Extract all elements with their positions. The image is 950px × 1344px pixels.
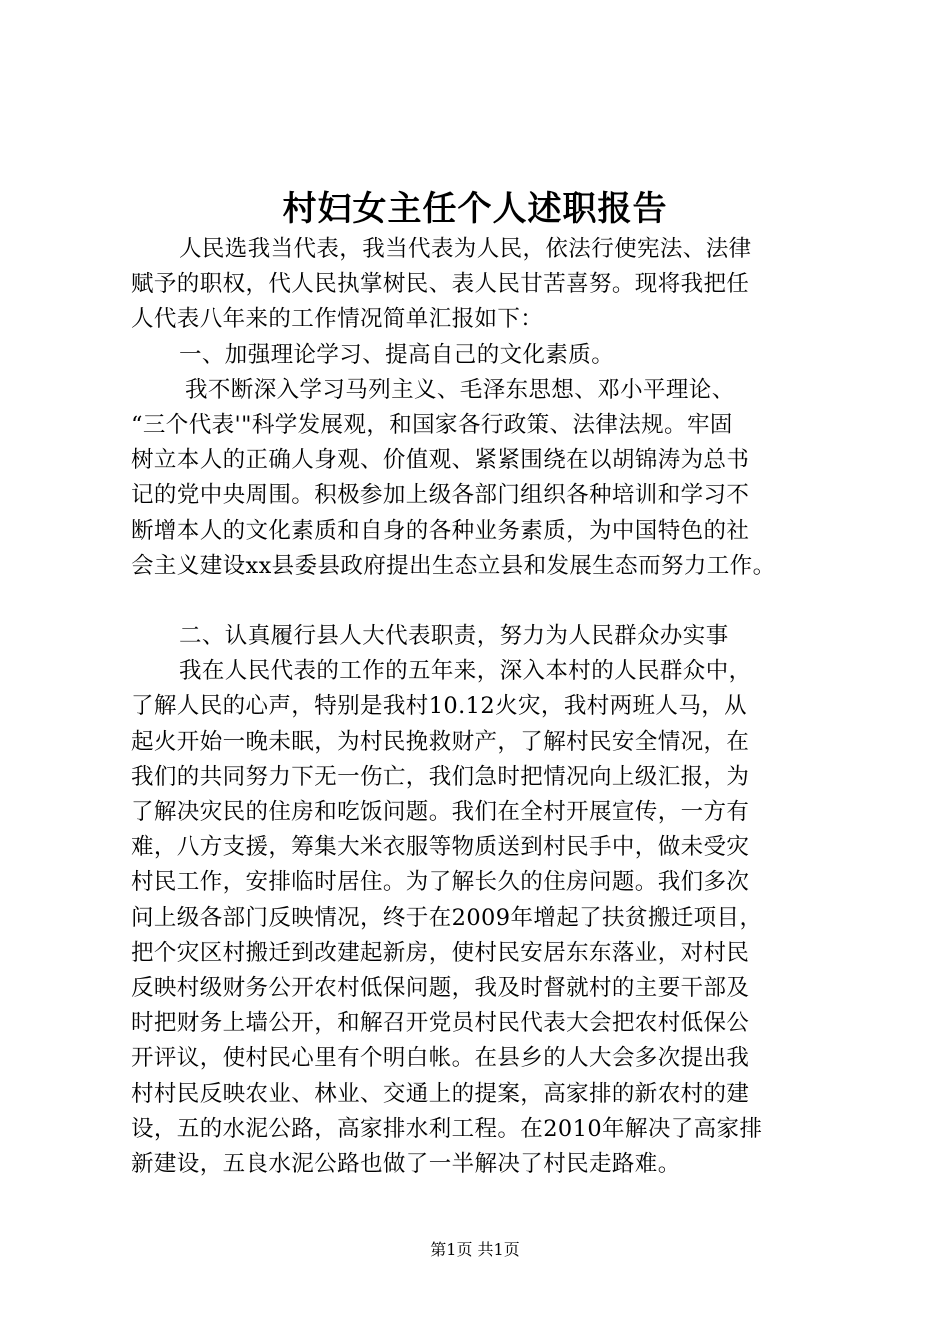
- document-title: 村妇女主任个人述职报告: [282, 189, 668, 229]
- document-body: [131, 232, 861, 1182]
- section-heading-1: 一、加强理论学习、提高自己的文化素质。: [179, 341, 615, 368]
- paragraph-line: 会主义建设xx县委县政府提出生态立县和发展生态而努力工作。: [131, 552, 776, 579]
- paragraph-line: 把个灾区村搬迁到改建起新房，使村民安居东东落业，对村民: [131, 939, 750, 966]
- paragraph-line: 了解决灾民的住房和吃饭问题。我们在全村开展宣传，一方有: [131, 799, 750, 825]
- paragraph-line: 新建设，五良水泥公路也做了一半解决了村民走路难。: [131, 1150, 681, 1177]
- paragraph-line: 时把财务上墙公开，和解召开党员村民代表大会把农村低保公: [131, 1010, 750, 1037]
- paragraph-line: 人代表八年来的工作情况简单汇报如下：: [131, 306, 544, 333]
- paragraph-line: 断增本人的文化素质和自身的各种业务素质，为中国特色的社: [131, 517, 750, 544]
- paragraph-line: 我们的共同努力下无一伤亡，我们急时把情况向上级汇报，为: [131, 763, 750, 790]
- paragraph-line: 记的党中央周围。积极参加上级各部门组织各种培训和学习不: [131, 482, 750, 509]
- paragraph-line: 我不断深入学习马列主义、毛泽东思想、邓小平理论、: [185, 376, 735, 403]
- paragraph-line: 反映村级财务公开农村低保问题，我及时督就村的主要干部及: [131, 974, 750, 1001]
- paragraph-line: 设，五的水泥公路，高家排水利工程。在2010年解决了高家排: [131, 1115, 763, 1142]
- paragraph-line: 起火开始一晚未眠，为村民挽救财产，了解村民安全情况，在: [131, 728, 750, 755]
- paragraph-gap: [131, 584, 861, 619]
- paragraph-line: 赋予的职权，代人民执掌树民、表人民甘苦喜努。现将我把任: [131, 271, 750, 298]
- paragraph-line: 我在人民代表的工作的五年来，深入本村的人民群众中，: [179, 658, 752, 685]
- page-footer: 第1页 共1页: [430, 1240, 520, 1259]
- paragraph-line: 难，八方支援，筹集大米衣服等物质送到村民手中，做未受灾: [131, 834, 750, 861]
- paragraph-line: 树立本人的正确人身观、价值观、紧紧围绕在以胡锦涛为总书: [131, 447, 750, 474]
- section-heading-2: 二、认真履行县人大代表职责，努力为人民群众办实事: [179, 623, 729, 650]
- paragraph-line: 了解人民的心声，特别是我村10.12火灾，我村两班人马，从: [131, 693, 748, 720]
- paragraph-line: “三个代表'"科学发展观，和国家各行政策、法律法规。牢固: [131, 411, 733, 438]
- paragraph-line: 人民选我当代表，我当代表为人民，依法行使宪法、法律: [179, 236, 752, 262]
- paragraph-line: 村民工作，安排临时居住。为了解长久的住房问题。我们多次: [131, 869, 750, 896]
- paragraph-line: 问上级各部门反映情况，终于在2009年增起了扶贫搬迁项目，: [131, 904, 763, 931]
- paragraph-line: 村村民反映农业、林业、交通上的提案，高家排的新农村的建: [131, 1080, 750, 1107]
- paragraph-line: 开评议，使村民心里有个明白帐。在县乡的人大会多次提出我: [131, 1045, 750, 1072]
